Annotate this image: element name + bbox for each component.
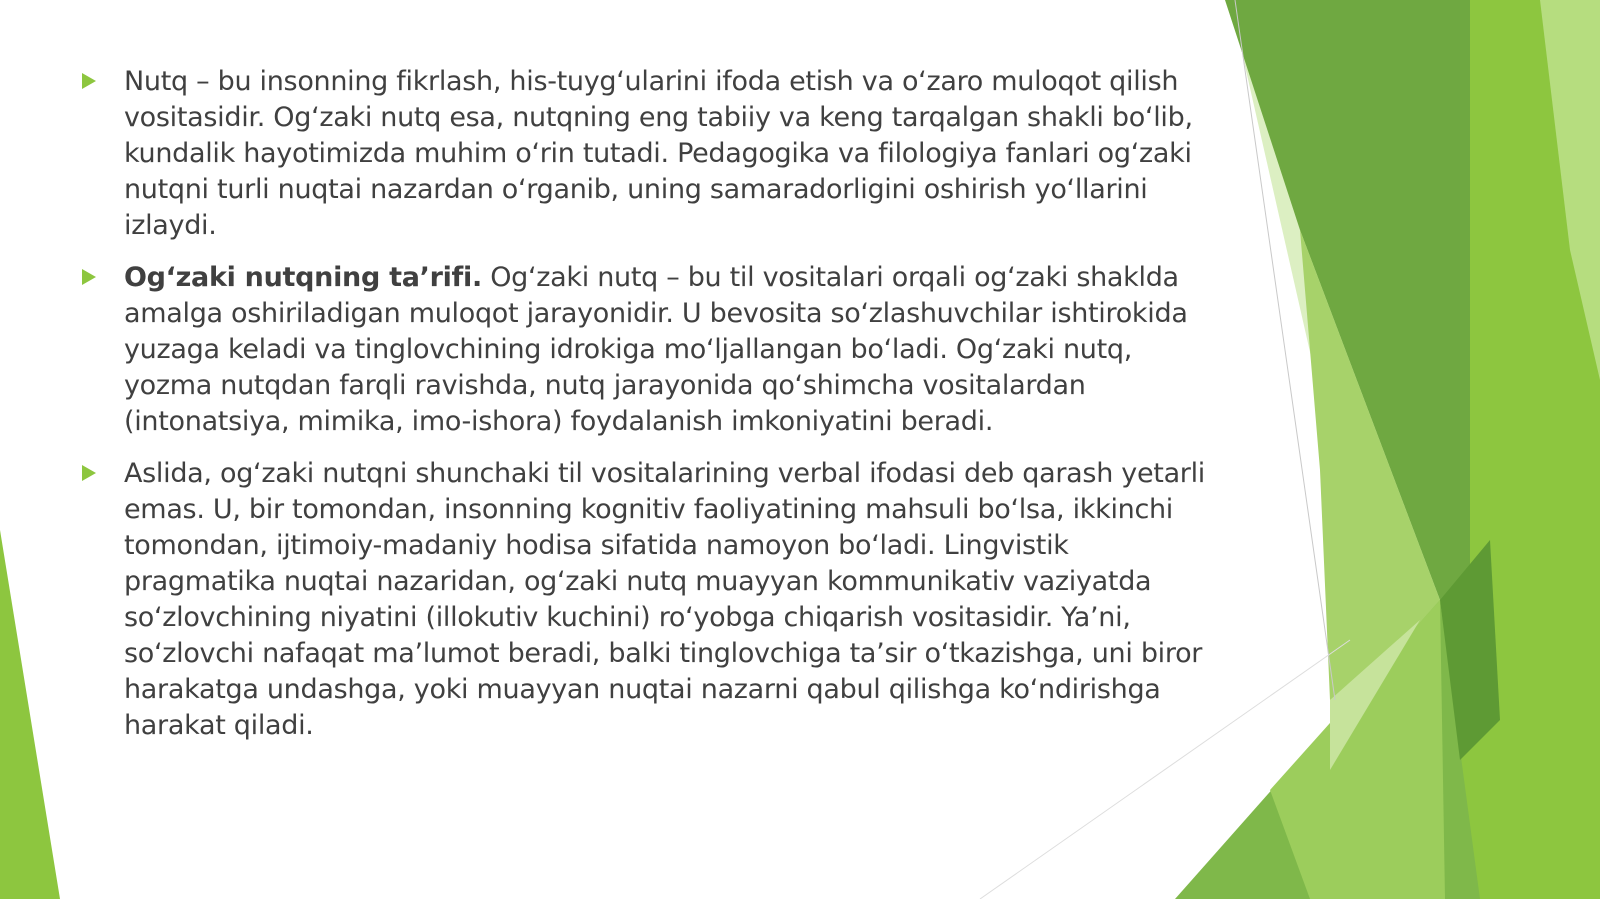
bullet-text: Aslida, og‘zaki nutqni shunchaki til vositalarining verbal ifodasi deb qarash yetarli emas. U, bir tomondan, insonning kognitiv faoliyatining mahsuli bo‘lsa, ikkinchi tomondan, ijtimoiy-madaniy hodisa sifatida namoyon bo‘ladi. Lingvistik pragmatika nuqtai nazaridan, og‘zaki nutq muayyan kommunikativ vaziyatda so‘zlovchining niyatini (illokutiv kuchini) ro‘yobga chiqarish vositasidir. Ya’ni, so‘zlovchi nafaqat ma’lumot beradi, balki tinglovchiga ta’sir o‘tkazishga, uni biror harakatga undashga, yoki muayyan nuqtai nazarni qabul qilishga ko‘ndirishga harakat qiladi. (124, 458, 1206, 741)
bullet-item-1 (76, 64, 1206, 244)
bullet-arrow-icon (82, 269, 96, 285)
bullet-text: Og‘zaki nutq – bu til vositalari orqali og‘zaki shaklda amalga oshiriladigan muloqot jarayonidir. U bevosita so‘zlashuvchilar ishtirokida yuzaga keladi va tinglovchining idrokiga mo‘ljallangan bo‘ladi. Og‘zaki nutq, yozma nutqdan farqli ravishda, nutq jarayonida qo‘shimcha vositalardan (intonatsiya, mimika, imo-ishora) foydalanish imkoniyatini beradi. (124, 262, 1188, 437)
bullet-item-3 (76, 456, 1206, 744)
bullet-arrow-icon (82, 465, 96, 481)
bullet-arrow-icon (82, 73, 96, 89)
bullet-list (76, 64, 1206, 760)
bullet-lead: Og‘zaki nutqning ta’rifi. (124, 262, 482, 293)
bullet-text: Nutq – bu insonning fikrlash, his-tuyg‘ularini ifoda etish va o‘zaro muloqot qilish vositasidir. Og‘zaki nutq esa, nutqning eng tabiiy va keng tarqalgan shakli bo‘lib, kundalik hayotimizda muhim o‘rin tutadi. Pedagogika va filologiya fanlari og‘zaki nutqni turli nuqtai nazardan o‘rganib, uning samaradorligini oshirish yo‘llarini izlaydi. (124, 66, 1193, 241)
bullet-item-2 (76, 260, 1206, 440)
decor-left-sliver (0, 530, 60, 899)
